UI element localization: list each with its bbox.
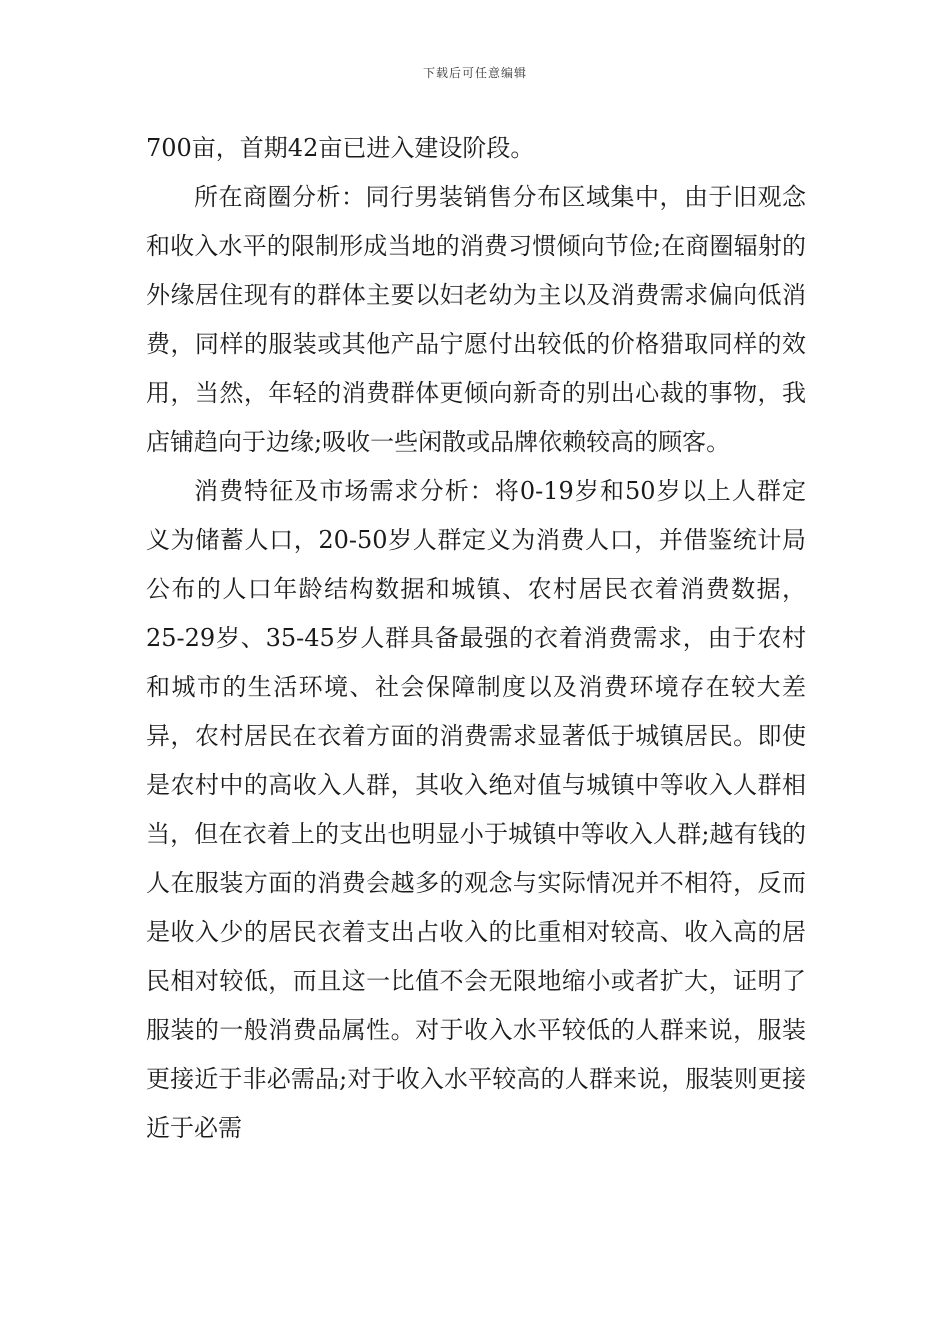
- document-body: [146, 124, 806, 1153]
- paragraph-continuation: 700亩，首期42亩已进入建设阶段。: [146, 134, 535, 162]
- paragraph-trade-area-analysis: 所在商圈分析：同行男装销售分布区域集中，由于旧观念和收入水平的限制形成当地的消费习惯倾向节俭;在商圈辐射的外缘居住现有的群体主要以妇老幼为主以及消费需求偏向低消费，同样的服装或其他产品宁愿付出较低的价格猎取同样的效用，当然，年轻的消费群体更倾向新奇的别出心裁的事物，我店铺趋向于边缘;吸收一些闲散或品牌依赖较高的顾客。: [146, 183, 806, 456]
- paragraph-consumption-analysis: 消费特征及市场需求分析：将0-19岁和50岁以上人群定义为储蓄人口，20-50岁人群定义为消费人口，并借鉴统计局公布的人口年龄结构数据和城镇、农村居民衣着消费数据，25-29岁、35-45岁人群具备最强的衣着消费需求，由于农村和城市的生活环境、社会保障制度以及消费环境存在较大差异，农村居民在衣着方面的消费需求显著低于城镇居民。即使是农村中的高收入人群，其收入绝对值与城镇中等收入人群相当，但在衣着上的支出也明显小于城镇中等收入人群;越有钱的人在服装方面的消费会越多的观念与实际情况并不相符，反而是收入少的居民衣着支出占收入的比重相对较高、收入高的居民相对较低，而且这一比值不会无限地缩小或者扩大，证明了服装的一般消费品属性。对于收入水平较低的人群来说，服装更接近于非必需品;对于收入水平较高的人群来说，服装则更接近于必需: [146, 477, 806, 1142]
- page-header: 下载后可任意编辑: [422, 66, 527, 80]
